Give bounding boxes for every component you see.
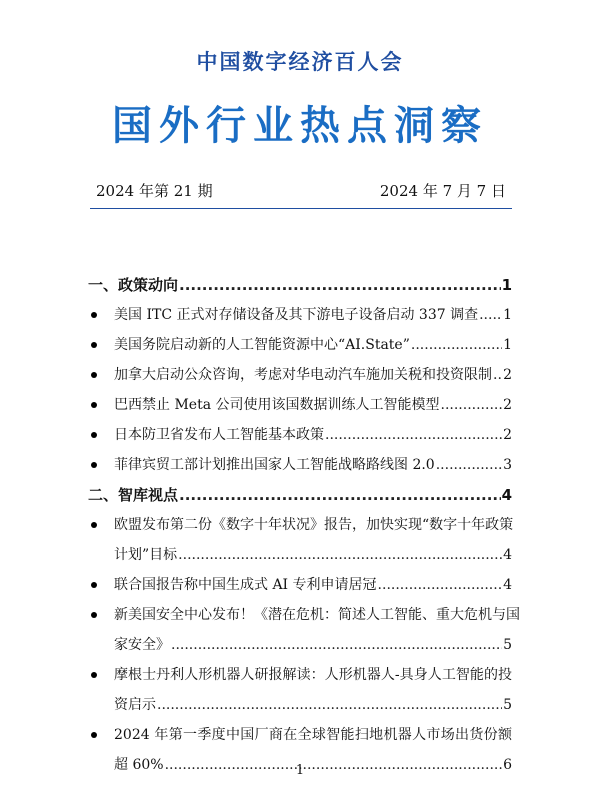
toc-entry-text: 资启示	[114, 697, 156, 713]
dot-leader	[411, 330, 502, 360]
toc-item[interactable]	[88, 450, 512, 480]
toc-entry-text: 加拿大启动公众咨询，考虑对华电动汽车施加关税和投资限制	[114, 367, 492, 383]
toc-page-number: 2	[503, 397, 512, 413]
bullet-icon	[91, 612, 97, 618]
toc-page-number: 1	[503, 337, 512, 353]
toc-entry-text: 美国 ITC 正式对存储设备及其下游电子设备启动 337 调查	[114, 307, 479, 323]
dot-leader	[325, 420, 502, 450]
dot-leader	[157, 690, 502, 720]
toc-item[interactable]	[88, 600, 520, 660]
dot-leader	[171, 630, 502, 660]
dot-leader	[378, 570, 503, 600]
toc-entry-text: 二、智库视点	[88, 486, 179, 504]
toc-item[interactable]	[88, 390, 512, 420]
toc-item[interactable]	[88, 330, 512, 360]
bullet-icon	[91, 462, 97, 468]
toc-page-number: 4	[503, 577, 512, 593]
dot-leader	[179, 480, 501, 510]
table-of-contents	[88, 270, 520, 780]
toc-page-number: 2	[503, 367, 512, 383]
toc-item[interactable]	[88, 300, 512, 330]
issue-date: 2024 年 7 月 7 日	[379, 182, 506, 200]
toc-page-number: 5	[503, 637, 512, 653]
toc-page-number: 3	[503, 457, 512, 473]
toc-section[interactable]	[88, 480, 512, 510]
toc-item-text-line: 2024 年第一季度中国厂商在全球智能扫地机器人市场出货份额	[114, 727, 512, 743]
toc-item[interactable]	[88, 570, 512, 600]
dot-leader	[479, 300, 502, 330]
toc-entry-text: 家安全》	[114, 637, 170, 653]
header-divider	[90, 208, 512, 209]
toc-entry-text: 联合国报告称中国生成式 AI 专利申请居冠	[114, 577, 377, 593]
bullet-icon	[91, 432, 97, 438]
toc-item[interactable]	[88, 360, 512, 390]
toc-entry-text: 一、政策动向	[88, 276, 179, 294]
dot-leader	[441, 390, 503, 420]
toc-page-number: 1	[501, 276, 512, 294]
toc-item[interactable]	[88, 510, 512, 570]
toc-item[interactable]	[88, 420, 512, 450]
toc-entry-text: 菲律宾贸工部计划推出国家人工智能战略路线图 2.0	[114, 457, 435, 473]
toc-page-number: 2	[503, 427, 512, 443]
toc-page-number: 1	[503, 307, 512, 323]
dot-leader	[493, 360, 502, 390]
toc-item[interactable]	[88, 660, 512, 720]
toc-page-number: 6	[503, 757, 512, 773]
toc-page-number: 5	[503, 697, 512, 713]
organization-name: 中国数字经济百人会	[196, 50, 404, 74]
toc-entry-text: 超 60%	[114, 757, 164, 773]
dot-leader	[178, 540, 502, 570]
toc-entry-text: 巴西禁止 Meta 公司使用该国数据训练人工智能模型	[114, 397, 440, 413]
toc-item-text-line: 新美国安全中心发布！《潜在危机：简述人工智能、重大危机与国	[114, 607, 520, 623]
bullet-icon	[91, 522, 97, 528]
toc-page-number: 4	[501, 486, 512, 504]
report-title: 国外行业热点洞察	[112, 103, 488, 149]
toc-entry-text: 日本防卫省发布人工智能基本政策	[114, 427, 324, 443]
toc-section[interactable]	[88, 270, 512, 300]
bullet-icon	[91, 732, 97, 738]
bullet-icon	[91, 342, 97, 348]
toc-item-text-line: 摩根士丹利人形机器人研报解读：人形机器人-具身人工智能的投	[114, 667, 512, 683]
dot-leader	[179, 270, 501, 300]
page-number: 1	[295, 763, 305, 778]
issue-info	[96, 180, 506, 206]
bullet-icon	[91, 372, 97, 378]
toc-page-number: 4	[503, 547, 512, 563]
bullet-icon	[91, 402, 97, 408]
bullet-icon	[91, 582, 97, 588]
bullet-icon	[91, 672, 97, 678]
toc-entry-text: 美国务院启动新的人工智能资源中心“AI.State”	[114, 337, 410, 353]
toc-entry-text: 计划”目标	[114, 547, 178, 563]
toc-item-text-line: 欧盟发布第二份《数字十年状况》报告，加快实现“数字十年政策	[114, 517, 514, 533]
issue-number: 2024 年第 21 期	[96, 182, 213, 200]
bullet-icon	[91, 312, 97, 318]
dot-leader	[436, 450, 502, 480]
